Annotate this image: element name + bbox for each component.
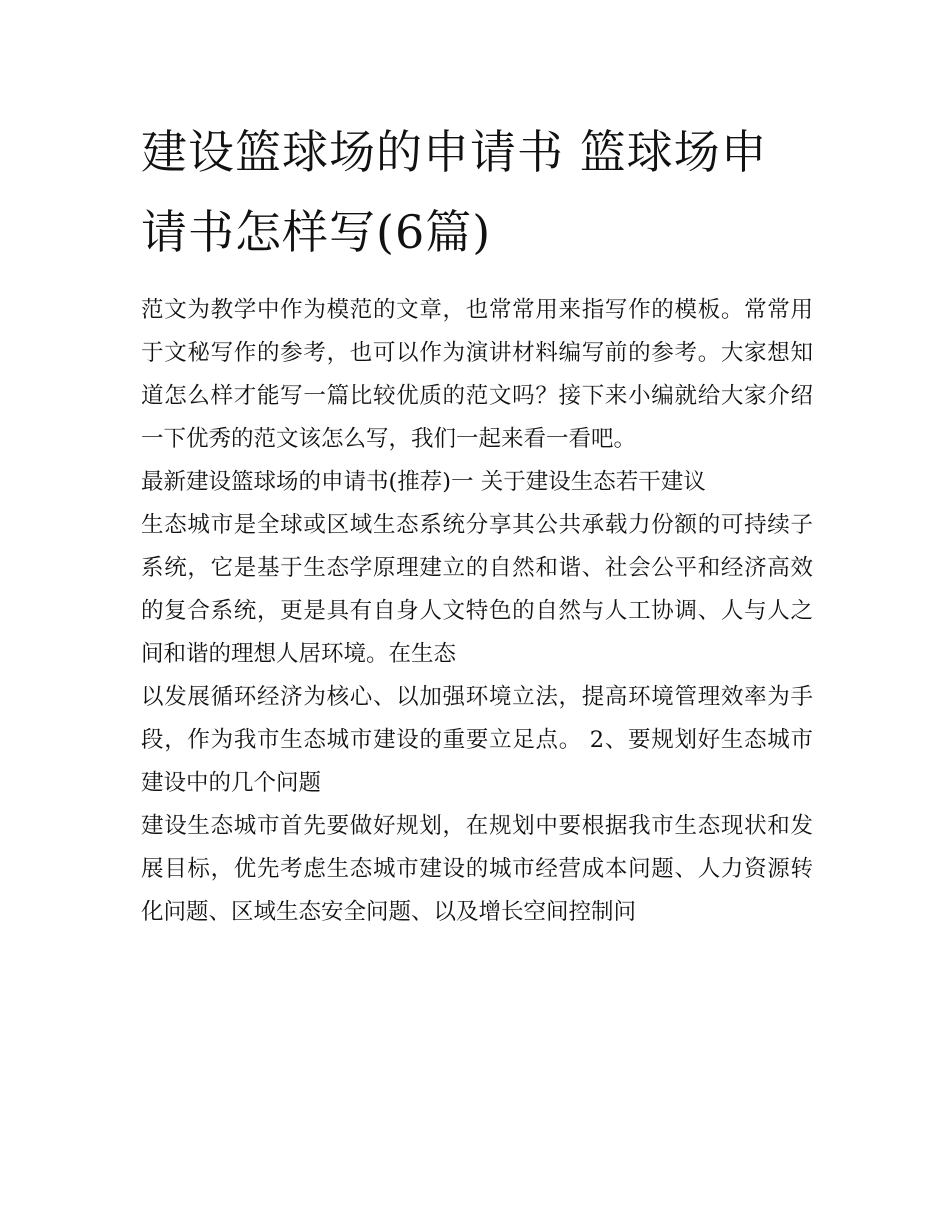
document-page — [141, 112, 813, 934]
intro-paragraph: 范文为教学中作为模范的文章，也常常用来指写作的模板。常常用于文秘写作的参考，也可以作为演讲材料编写前的参考。大家想知道怎么样才能写一篇比较优质的范文吗？接下来小编就给大家介绍一下优秀的范文该怎么写，我们一起来看一看吧。 — [141, 297, 813, 452]
section-heading: 最新建设篮球场的申请书(推荐)一 关于建设生态若干建议 — [141, 469, 706, 495]
body-paragraph-eco-city: 生态城市是全球或区域生态系统分享其公共承载力份额的可持续子系统，它是基于生态学原理建立的自然和谐、社会公平和经济高效的复合系统，更是具有自身人文特色的自然与人工协调、人与人之间和谐的理想人居环境。在生态 — [141, 512, 813, 667]
document-title: 建设篮球场的申请书 篮球场申请书怎样写(6篇) — [141, 125, 768, 259]
body-paragraph-planning: 建设生态城市首先要做好规划，在规划中要根据我市生态现状和发展目标，优先考虑生态城市建设的城市经营成本问题、人力资源转化问题、区域生态安全问题、以及增长空间控制问 — [141, 813, 813, 925]
body-paragraph-circular-economy: 以发展循环经济为核心、以加强环境立法，提高环境管理效率为手段，作为我市生态城市建设的重要立足点。 2、要规划好生态城市建设中的几个问题 — [141, 684, 813, 796]
